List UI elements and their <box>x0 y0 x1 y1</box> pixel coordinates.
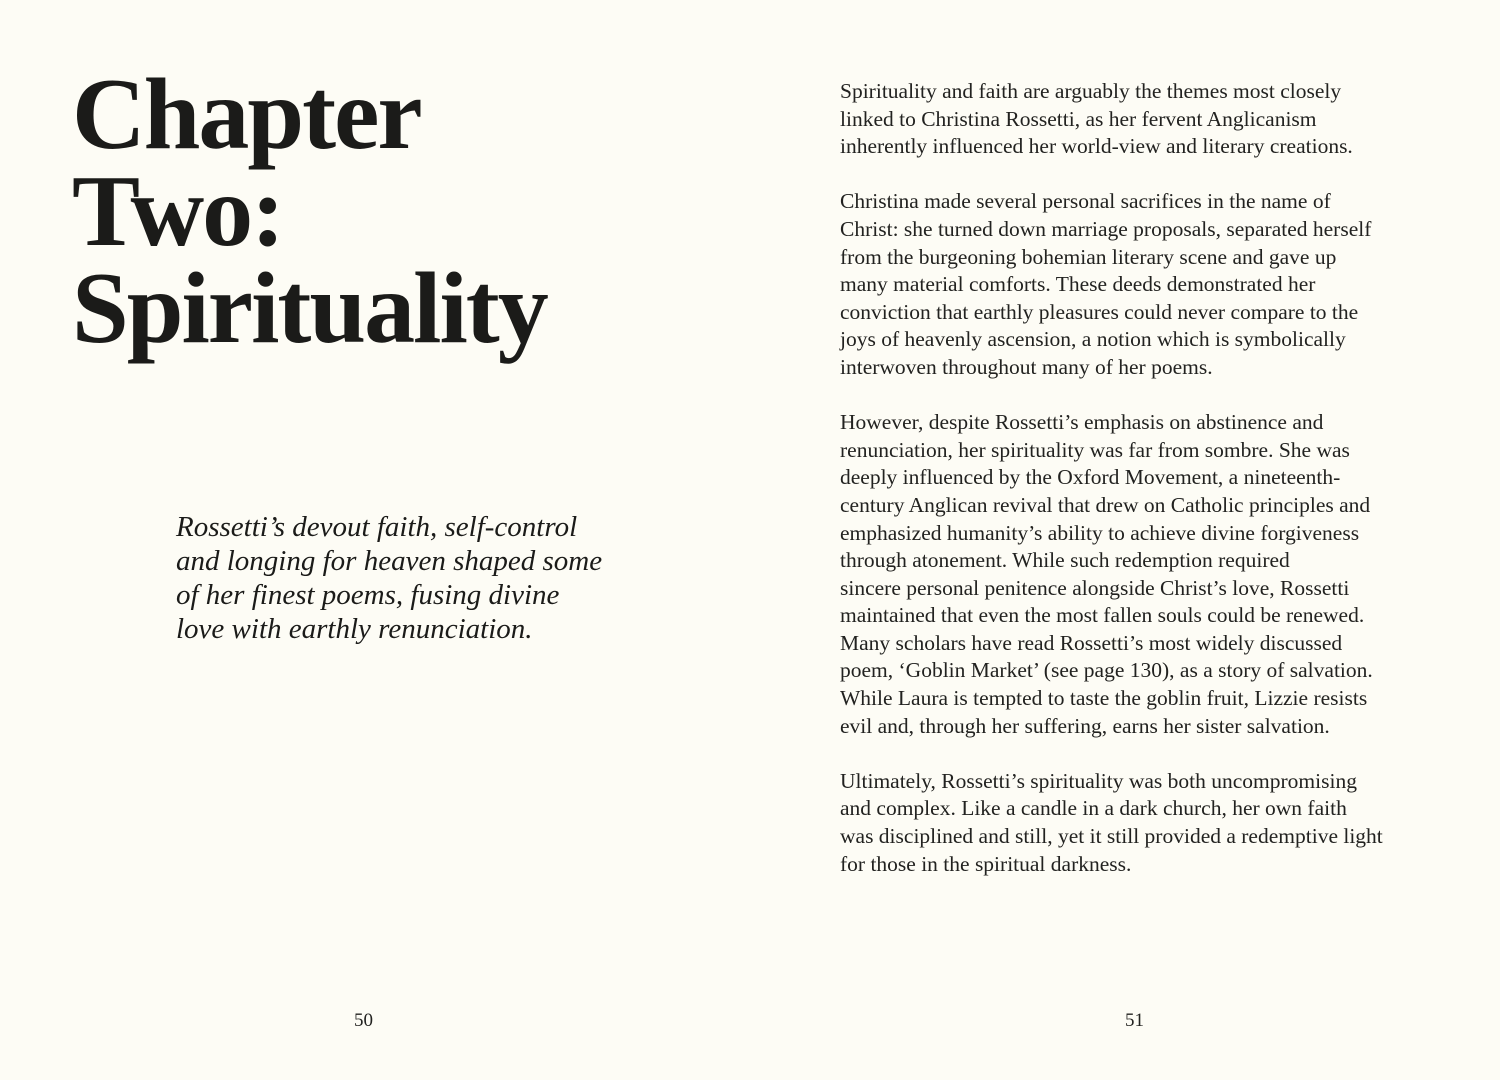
paragraph <box>840 78 1460 161</box>
text-line: Christ: she turned down marriage proposals, separated herself <box>840 216 1372 241</box>
pull-quote-line: Rossetti’s devout faith, self-control <box>176 511 578 543</box>
text-line: Ultimately, Rossetti’s spirituality was both uncompromising <box>840 768 1357 793</box>
text-line: and complex. Like a candle in a dark church, her own faith <box>840 796 1347 821</box>
text-line: many material comforts. These deeds demonstrated her <box>840 272 1316 297</box>
text-line: Christina made several personal sacrifices in the name of <box>840 189 1331 214</box>
right-page <box>750 0 1500 1080</box>
page-number-left: 50 <box>354 1010 373 1031</box>
text-line: linked to Christina Rossetti, as her fervent Anglicanism <box>840 106 1317 131</box>
pull-quote-line: and longing for heaven shaped some <box>176 545 603 577</box>
chapter-title-line: Spirituality <box>72 252 547 365</box>
text-line: interwoven throughout many of her poems. <box>840 354 1213 379</box>
paragraph <box>840 188 1460 381</box>
text-line: conviction that earthly pleasures could never compare to the <box>840 299 1359 324</box>
pull-quote-line: love with earthly renunciation. <box>176 613 533 645</box>
text-line: deeply influenced by the Oxford Movement, a nineteenth- <box>840 465 1341 490</box>
text-line: Spirituality and faith are arguably the themes most closely <box>840 79 1342 103</box>
pull-quote <box>176 510 636 646</box>
text-line: sincere personal penitence alongside Christ’s love, Rossetti <box>840 575 1350 600</box>
text-line: was disciplined and still, yet it still provided a redemptive light <box>840 824 1383 849</box>
text-line: Many scholars have read Rossetti’s most widely discussed <box>840 630 1343 655</box>
text-line: emphasized humanity’s ability to achieve divine forgiveness <box>840 520 1360 545</box>
text-line: from the burgeoning bohemian literary scene and gave up <box>840 244 1337 269</box>
pull-quote-line: of her finest poems, fusing divine <box>176 579 560 611</box>
page-number-right: 51 <box>1125 1010 1144 1031</box>
text-line: joys of heavenly ascension, a notion which is symbolically <box>840 327 1346 352</box>
body-text <box>840 78 1460 906</box>
text-line: renunciation, her spirituality was far from sombre. She was <box>840 437 1350 462</box>
text-line: through atonement. While such redemption required <box>840 548 1290 573</box>
text-line: However, despite Rossetti’s emphasis on abstinence and <box>840 410 1324 435</box>
text-line: maintained that even the most fallen souls could be renewed. <box>840 603 1365 628</box>
paragraph <box>840 409 1460 740</box>
text-line: poem, ‘Goblin Market’ (see page 130), as a story of salvation. <box>840 658 1373 683</box>
chapter-title <box>72 58 547 365</box>
text-line: for those in the spiritual darkness. <box>840 851 1132 876</box>
text-line: evil and, through her suffering, earns her sister salvation. <box>840 713 1330 738</box>
text-line: While Laura is tempted to taste the goblin fruit, Lizzie resists <box>840 686 1368 711</box>
text-line: inherently influenced her world-view and literary creations. <box>840 134 1353 159</box>
chapter-title-line: Two: <box>72 155 284 268</box>
chapter-title-line: Chapter <box>72 58 421 171</box>
paragraph <box>840 768 1460 878</box>
text-line: century Anglican revival that drew on Catholic principles and <box>840 492 1371 517</box>
